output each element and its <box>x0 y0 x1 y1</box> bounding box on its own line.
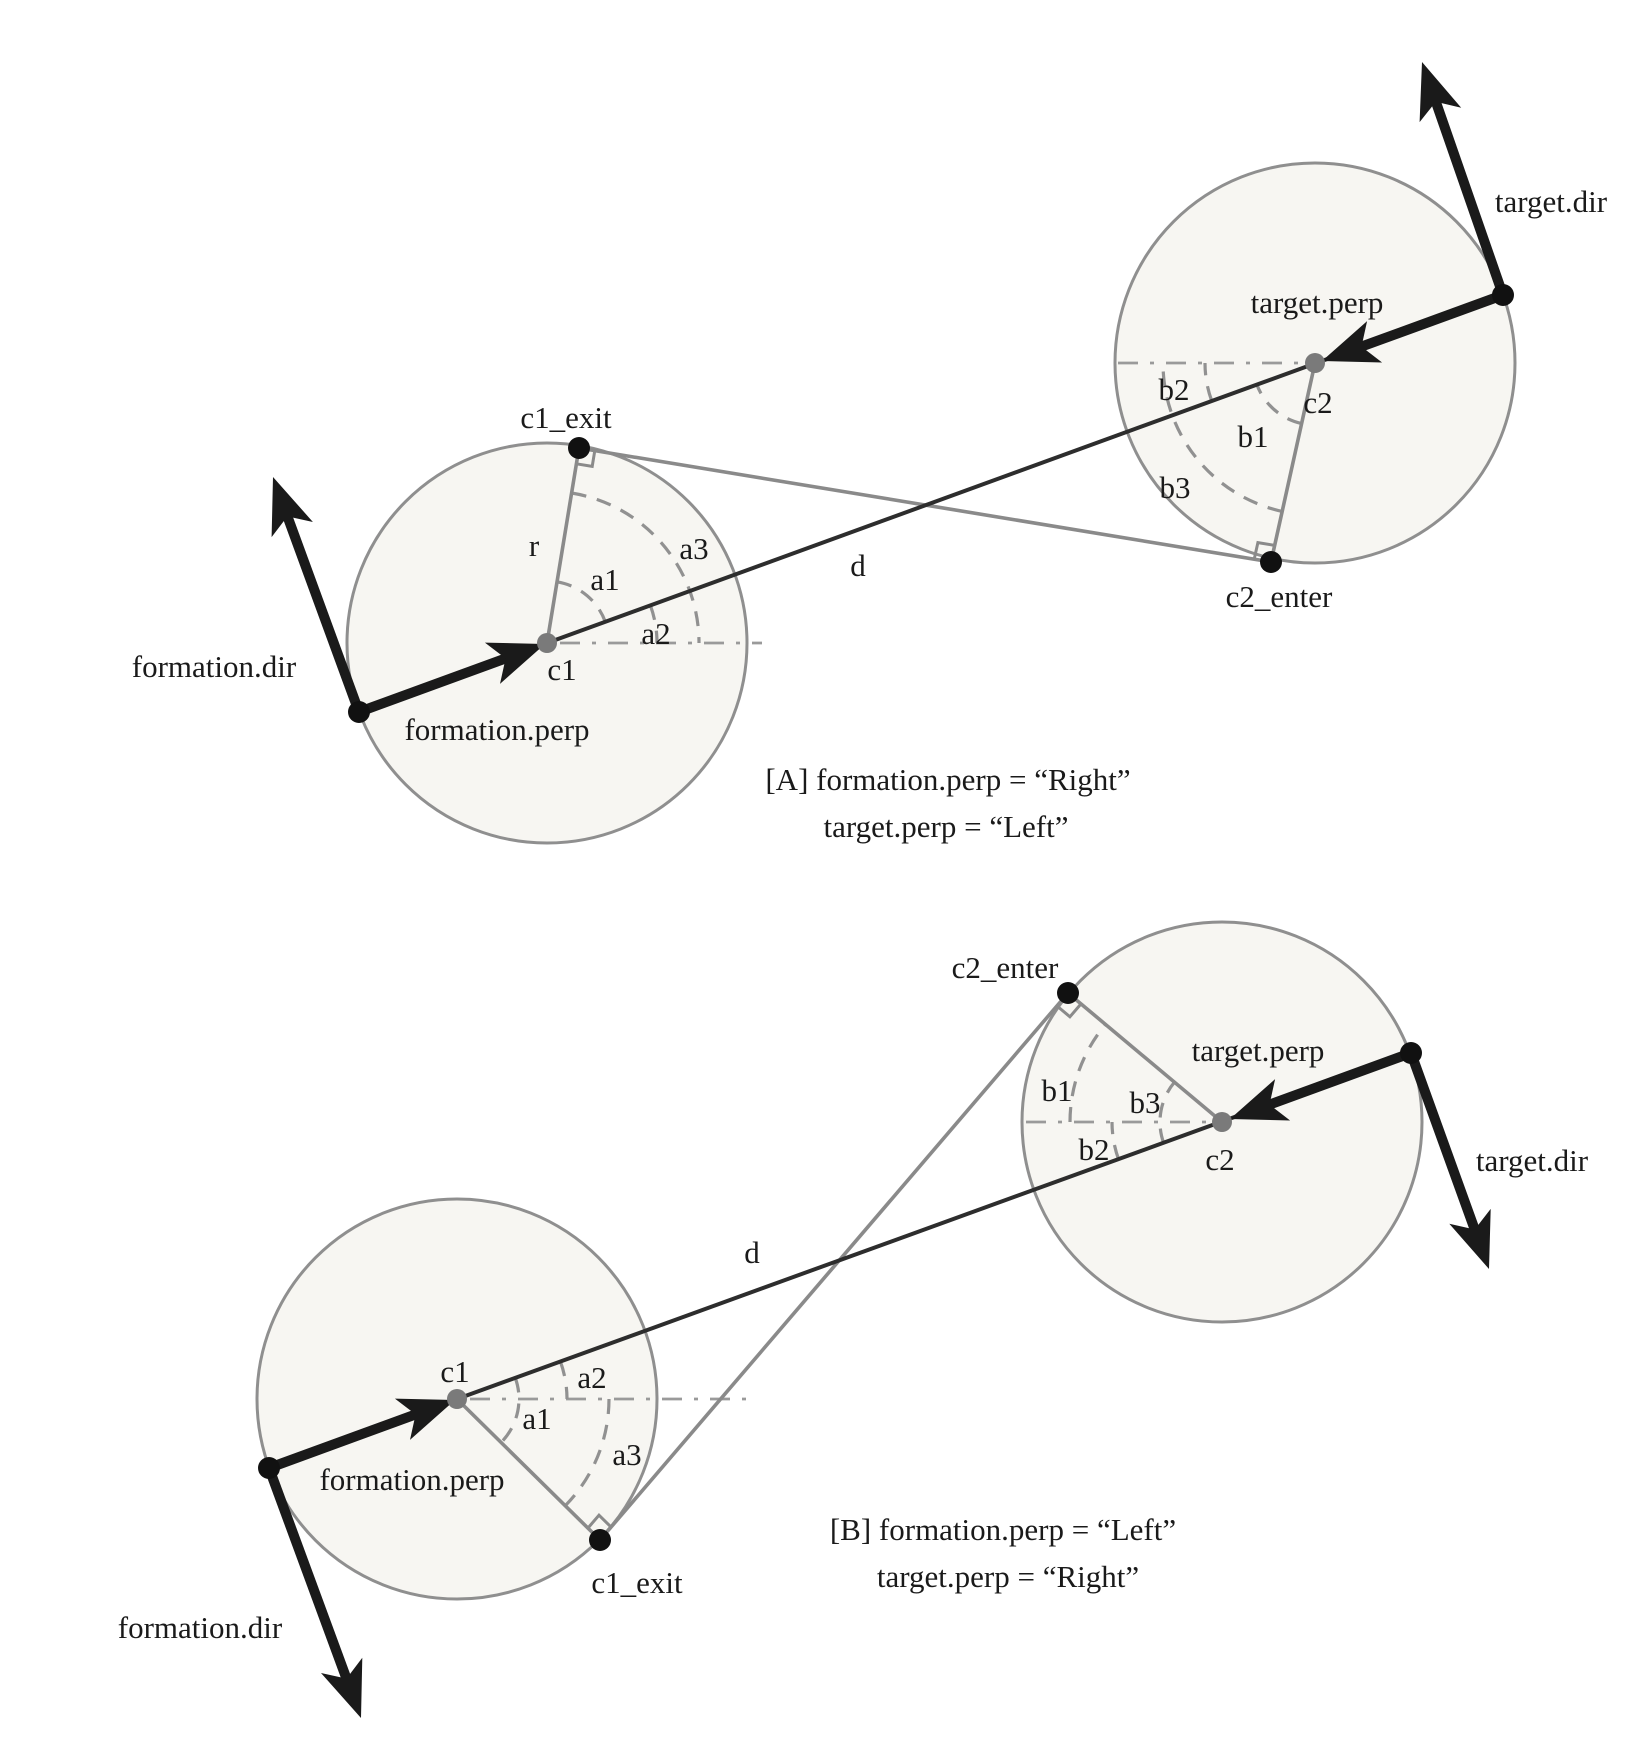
label-formation-perp: formation.perp <box>319 1462 505 1497</box>
label-b2: b2 <box>1078 1132 1110 1167</box>
label-c1-exit: c1_exit <box>591 1565 683 1600</box>
label-a2: a2 <box>641 616 671 651</box>
caption-B-line-1: [B] formation.perp = “Left” <box>829 1512 1177 1547</box>
label-a2: a2 <box>577 1360 607 1395</box>
label-b3: b3 <box>1159 470 1191 505</box>
label-c1: c1 <box>547 652 577 687</box>
c2-enter-point <box>1057 982 1079 1004</box>
label-r: r <box>528 528 540 563</box>
label-c2: c2 <box>1303 385 1333 420</box>
label-target-dir: target.dir <box>1475 1143 1589 1178</box>
c2-center-point <box>1305 353 1325 373</box>
caption-A-line-2: target.perp = “Left” <box>823 809 1069 844</box>
label-d: d <box>850 548 866 583</box>
c1-center-point <box>447 1389 467 1409</box>
formation-perp-point <box>348 701 370 723</box>
label-d: d <box>744 1235 760 1270</box>
label-b3: b3 <box>1129 1085 1161 1120</box>
label-formation-dir: formation.dir <box>131 649 297 684</box>
label-b2: b2 <box>1158 372 1190 407</box>
c1-exit-point <box>589 1529 611 1551</box>
c2-enter-point <box>1260 551 1282 573</box>
label-target-perp: target.perp <box>1191 1033 1325 1068</box>
label-target-perp: target.perp <box>1250 285 1384 320</box>
label-c2: c2 <box>1205 1142 1235 1177</box>
label-c1-exit: c1_exit <box>520 400 612 435</box>
c1-exit-point <box>568 437 590 459</box>
c2-center-point <box>1212 1112 1232 1132</box>
formation-perp-point <box>258 1457 280 1479</box>
label-c1: c1 <box>440 1354 470 1389</box>
label-a1: a1 <box>522 1401 552 1436</box>
target-perp-point <box>1400 1042 1422 1064</box>
label-formation-perp: formation.perp <box>404 712 590 747</box>
label-a3: a3 <box>612 1437 642 1472</box>
label-b1: b1 <box>1237 419 1269 454</box>
label-a1: a1 <box>590 562 620 597</box>
label-c2-enter: c2_enter <box>1225 579 1333 614</box>
label-formation-dir: formation.dir <box>117 1610 283 1645</box>
label-c2-enter: c2_enter <box>951 950 1059 985</box>
caption-B-line-2: target.perp = “Right” <box>876 1559 1140 1594</box>
target-perp-point <box>1492 284 1514 306</box>
label-b1: b1 <box>1041 1073 1073 1108</box>
caption-A-line-1: [A] formation.perp = “Right” <box>765 762 1131 797</box>
label-a3: a3 <box>679 531 709 566</box>
c1-center-point <box>537 633 557 653</box>
label-target-dir: target.dir <box>1494 184 1608 219</box>
